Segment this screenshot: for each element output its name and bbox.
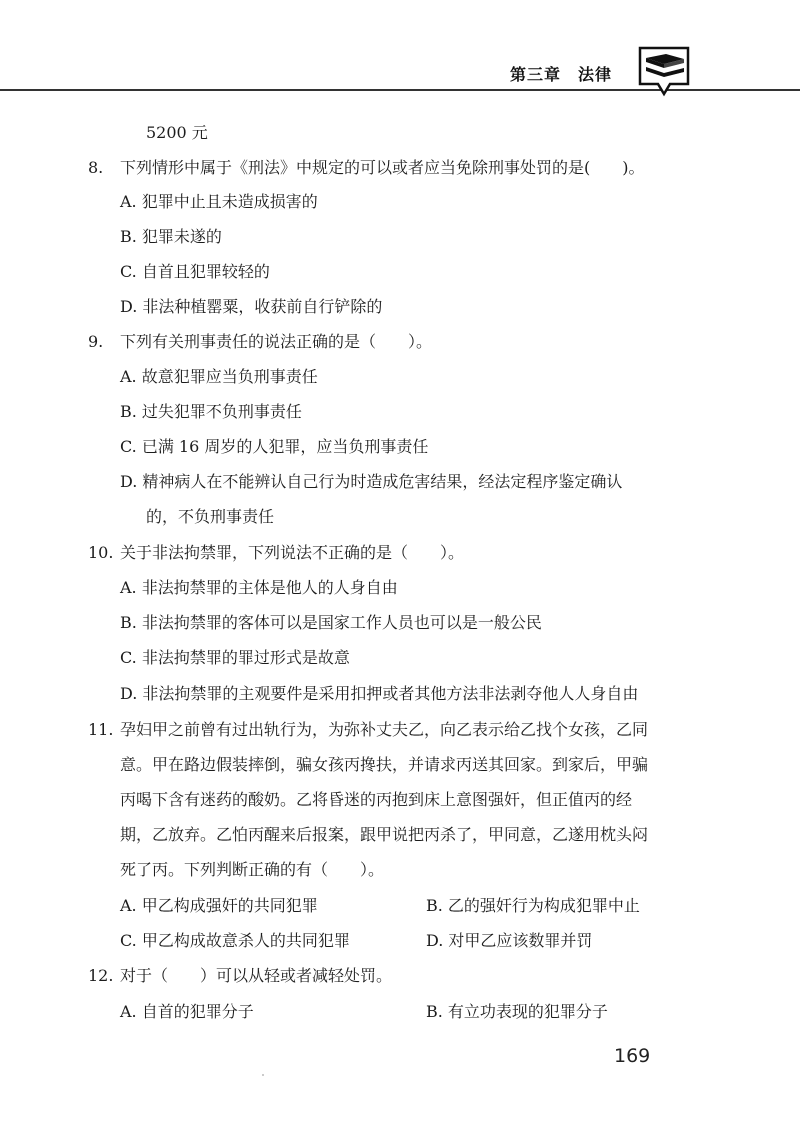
question-10-stem: 关于非法拘禁罪，下列说法不正确的是（ ）。 bbox=[120, 543, 465, 562]
question-10-number: 10. bbox=[88, 543, 114, 562]
question-8-number: 8. bbox=[88, 158, 104, 177]
question-9-option-d: D. 精神病人在不能辨认自己行为时造成危害结果，经法定程序鉴定确认 bbox=[120, 472, 623, 491]
question-8-option-c: C. 自首且犯罪较轻的 bbox=[120, 262, 270, 281]
question-9-stem: 下列有关刑事责任的说法正确的是（ ）。 bbox=[120, 332, 433, 351]
question-8-option-d: D. 非法种植罂粟，收获前自行铲除的 bbox=[120, 297, 383, 316]
question-9-option-a: A. 故意犯罪应当负刑事责任 bbox=[120, 367, 318, 386]
page-number: 169 bbox=[614, 1045, 651, 1067]
question-10-option-d: D. 非法拘禁罪的主观要件是采用扣押或者其他方法非法剥夺他人人身自由 bbox=[120, 684, 639, 703]
question-10-option-a: A. 非法拘禁罪的主体是他人的人身自由 bbox=[120, 578, 398, 597]
question-11-stem-line-5: 死了丙。下列判断正确的有（ ）。 bbox=[120, 860, 385, 879]
question-11-stem-line-1: 孕妇甲之前曾有过出轨行为，为弥补丈夫乙，向乙表示给乙找个女孩，乙同 bbox=[120, 720, 649, 739]
question-11-stem-line-3: 丙喝下含有迷药的酸奶。乙将昏迷的丙抱到床上意图强奸，但正值丙的经 bbox=[120, 790, 633, 809]
question-11-stem-line-4: 期，乙放弃。乙怕丙醒来后报案，跟甲说把丙杀了，甲同意，乙遂用枕头闷 bbox=[120, 825, 649, 844]
scan-speck bbox=[262, 1074, 264, 1076]
question-11-stem-line-2: 意。甲在路边假装摔倒，骗女孩丙搀扶，并请求丙送其回家。到家后，甲骗 bbox=[120, 755, 649, 774]
question-8-option-a: A. 犯罪中止且未造成损害的 bbox=[120, 192, 318, 211]
question-12-number: 12. bbox=[88, 966, 114, 985]
question-11-option-c: C. 甲乙构成故意杀人的共同犯罪 bbox=[120, 931, 350, 950]
question-9-number: 9. bbox=[88, 332, 104, 351]
question-9-option-b: B. 过失犯罪不负刑事责任 bbox=[120, 402, 302, 421]
question-10-option-c: C. 非法拘禁罪的罪过形式是故意 bbox=[120, 648, 350, 667]
question-8-stem: 下列情形中属于《刑法》中规定的可以或者应当免除刑事处罚的是( )。 bbox=[120, 158, 645, 177]
question-11-option-d: D. 对甲乙应该数罪并罚 bbox=[426, 931, 593, 950]
question-11-option-a: A. 甲乙构成强奸的共同犯罪 bbox=[120, 896, 318, 915]
question-12-option-a: A. 自首的犯罪分子 bbox=[120, 1002, 254, 1021]
question-12-stem: 对于（ ）可以从轻或者减轻处罚。 bbox=[120, 966, 393, 985]
chapter-title: 第三章 法律 bbox=[510, 65, 613, 84]
question-9-option-c: C. 已满 16 周岁的人犯罪，应当负刑事责任 bbox=[120, 437, 429, 456]
question-8-option-b: B. 犯罪未遂的 bbox=[120, 227, 222, 246]
question-11-option-b: B. 乙的强奸行为构成犯罪中止 bbox=[426, 896, 640, 915]
question-10-option-b: B. 非法拘禁罪的客体可以是国家工作人员也可以是一般公民 bbox=[120, 613, 542, 632]
question-11-number: 11. bbox=[88, 720, 114, 739]
question-9-option-d-continued: 的，不负刑事责任 bbox=[146, 507, 275, 526]
carryover-text: 5200 元 bbox=[146, 123, 208, 142]
question-12-option-b: B. 有立功表现的犯罪分子 bbox=[426, 1002, 608, 1021]
